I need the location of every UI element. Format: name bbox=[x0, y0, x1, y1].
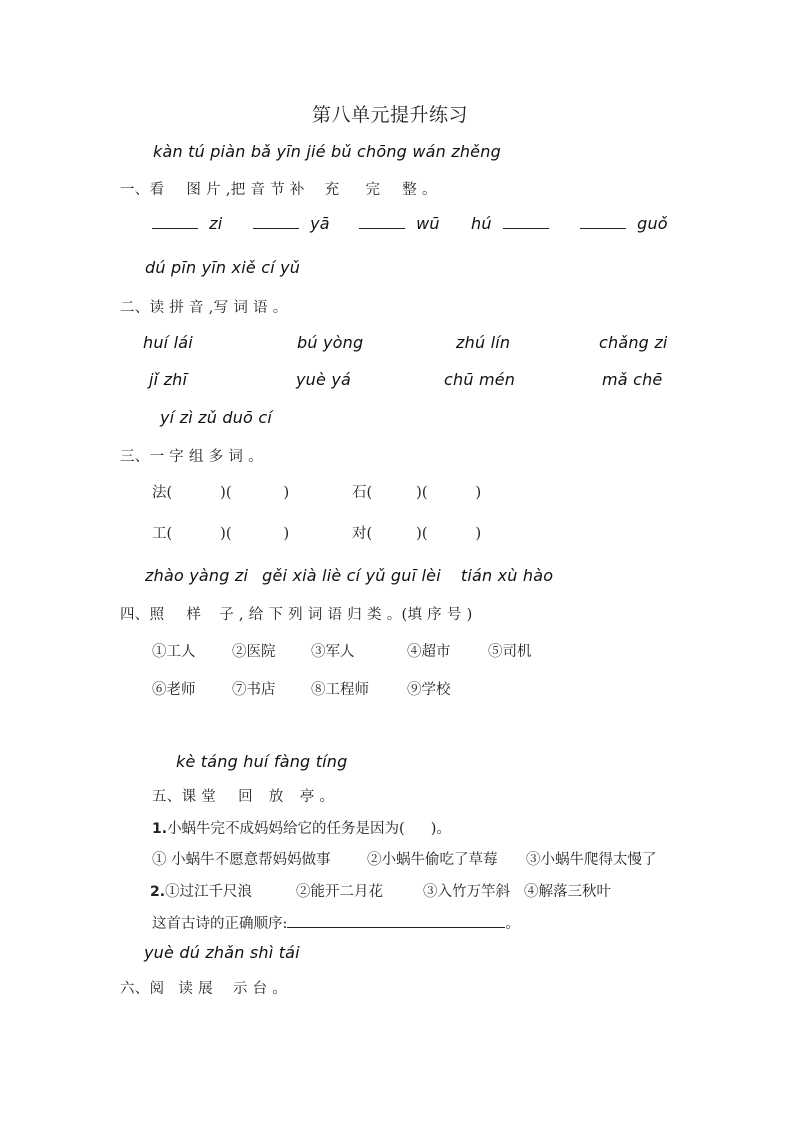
syllable: guǒ bbox=[637, 214, 668, 233]
char: 对 bbox=[352, 526, 367, 542]
syllable: yā bbox=[310, 214, 330, 233]
syllable: wū bbox=[416, 214, 440, 233]
heading-part: 一、看 bbox=[120, 182, 165, 198]
heading-part: 示 台 。 bbox=[232, 981, 288, 997]
paren: ( bbox=[166, 485, 173, 501]
char: 工 bbox=[152, 526, 167, 542]
paren: )( bbox=[220, 485, 232, 501]
heading-part: 五、课 堂 bbox=[152, 789, 217, 805]
order-prompt bbox=[152, 912, 520, 933]
q1-choice: ③小蜗牛爬得太慢了 bbox=[526, 852, 657, 868]
answer-blank[interactable] bbox=[503, 214, 549, 229]
question-text-end: )。 bbox=[430, 821, 451, 837]
pinyin-part: zhào yàng zi bbox=[145, 566, 249, 585]
paren: ) bbox=[283, 526, 290, 542]
section3-pinyin: yí zì zǔ duō cí bbox=[160, 408, 272, 427]
heading-part: 回 bbox=[238, 789, 253, 805]
word-pinyin: huí lái bbox=[143, 333, 193, 352]
question-1 bbox=[152, 817, 451, 838]
word-pinyin: jǐ zhī bbox=[149, 370, 188, 389]
syllable-item-1 bbox=[152, 214, 222, 233]
syllable-item-3 bbox=[359, 214, 440, 233]
poem-line: ③入竹万竿斜 bbox=[423, 884, 510, 900]
question-number: 2. bbox=[150, 884, 166, 900]
option: ⑥老师 bbox=[152, 682, 196, 698]
paren: )( bbox=[220, 526, 232, 542]
heading-part: 完 bbox=[365, 182, 381, 198]
pinyin-part: tián xù hào bbox=[460, 566, 554, 585]
section1-heading bbox=[120, 178, 437, 199]
answer-blank[interactable] bbox=[253, 214, 299, 229]
heading-part: 图 片 ,把 音 节 补 bbox=[186, 182, 305, 198]
option: ④超市 bbox=[407, 644, 451, 660]
poem-line: ④解落三秋叶 bbox=[524, 884, 611, 900]
section6-pinyin: yuè dú zhǎn shì tái bbox=[144, 943, 300, 962]
char: 法 bbox=[152, 485, 167, 501]
char-group-shi bbox=[352, 481, 481, 502]
prompt-text: 这首古诗的正确顺序: bbox=[152, 916, 288, 932]
section2-pinyin: dú pīn yīn xiě cí yǔ bbox=[145, 258, 301, 277]
option: ①工人 bbox=[152, 644, 196, 660]
heading-part: 放 bbox=[268, 789, 284, 805]
char-group-fa bbox=[152, 481, 289, 502]
question-text: 小蜗牛完不成妈妈给它的任务是因为( bbox=[167, 821, 405, 837]
word-pinyin: chǎng zi bbox=[599, 333, 668, 352]
heading-part: 样 bbox=[186, 607, 202, 623]
option: ②医院 bbox=[232, 644, 276, 660]
option: ⑦书店 bbox=[232, 682, 276, 698]
syllable-item-2 bbox=[253, 214, 330, 233]
heading-part: 子 , 给 下 列 词 语 归 类 。(填 序 号 ) bbox=[219, 607, 473, 623]
option: ⑧工程师 bbox=[311, 682, 369, 698]
answer-blank[interactable] bbox=[359, 214, 405, 229]
paren: ( bbox=[366, 526, 373, 542]
section3-heading: 三、一 字 组 多 词 。 bbox=[120, 449, 263, 465]
heading-part: 读 展 bbox=[178, 981, 213, 997]
word-pinyin: mǎ chē bbox=[602, 370, 663, 389]
char-group-dui bbox=[352, 522, 481, 543]
section1-pinyin: kàn tú piàn bǎ yīn jié bǔ chōng wán zhěng bbox=[153, 142, 501, 161]
paren: ) bbox=[475, 526, 482, 542]
section5-heading bbox=[152, 785, 334, 806]
option: ③军人 bbox=[311, 644, 355, 660]
section4-heading bbox=[120, 603, 473, 624]
poem-line: ②能开二月花 bbox=[296, 884, 383, 900]
section2-heading: 二、读 拼 音 ,写 词 语 。 bbox=[120, 300, 288, 316]
char-group-gong bbox=[152, 522, 289, 543]
word-pinyin: yuè yá bbox=[296, 370, 352, 389]
section6-heading bbox=[120, 977, 287, 998]
answer-blank[interactable] bbox=[580, 214, 626, 229]
heading-part: 充 bbox=[324, 182, 340, 198]
syllable: hú bbox=[471, 214, 492, 233]
paren: ( bbox=[366, 485, 373, 501]
option: ⑨学校 bbox=[407, 682, 451, 698]
section4-pinyin bbox=[145, 566, 553, 585]
word-pinyin: zhú lín bbox=[456, 333, 511, 352]
heading-part: 四、照 bbox=[120, 607, 165, 623]
word-pinyin: bú yòng bbox=[297, 333, 364, 352]
syllable: zi bbox=[209, 214, 223, 233]
answer-blank[interactable] bbox=[152, 214, 198, 229]
page-title: 第八单元提升练习 bbox=[312, 104, 469, 126]
paren: ) bbox=[283, 485, 290, 501]
end-mark: 。 bbox=[505, 916, 520, 932]
poem-line: ①过江千尺浪 bbox=[165, 884, 253, 900]
char: 石 bbox=[352, 485, 367, 501]
paren: ( bbox=[166, 526, 173, 542]
syllable-item-4 bbox=[471, 214, 549, 233]
question-number: 1. bbox=[152, 821, 168, 837]
paren: )( bbox=[416, 526, 428, 542]
paren: )( bbox=[416, 485, 428, 501]
q1-choice: ① 小蜗牛不愿意帮妈妈做事 bbox=[152, 852, 331, 868]
question-2 bbox=[150, 880, 252, 901]
section5-pinyin: kè táng huí fàng tíng bbox=[176, 752, 348, 771]
word-pinyin: chū mén bbox=[444, 370, 516, 389]
heading-part: 亭 。 bbox=[299, 789, 335, 805]
paren: ) bbox=[475, 485, 482, 501]
pinyin-part: gěi xià liè cí yǔ guī lèi bbox=[262, 566, 441, 585]
q1-choice: ②小蜗牛偷吃了草莓 bbox=[367, 852, 498, 868]
answer-line[interactable] bbox=[287, 913, 505, 928]
heading-part: 整 。 bbox=[402, 182, 437, 198]
syllable-item-5 bbox=[580, 214, 668, 233]
option: ⑤司机 bbox=[488, 644, 532, 660]
heading-part: 六、阅 bbox=[120, 981, 165, 997]
